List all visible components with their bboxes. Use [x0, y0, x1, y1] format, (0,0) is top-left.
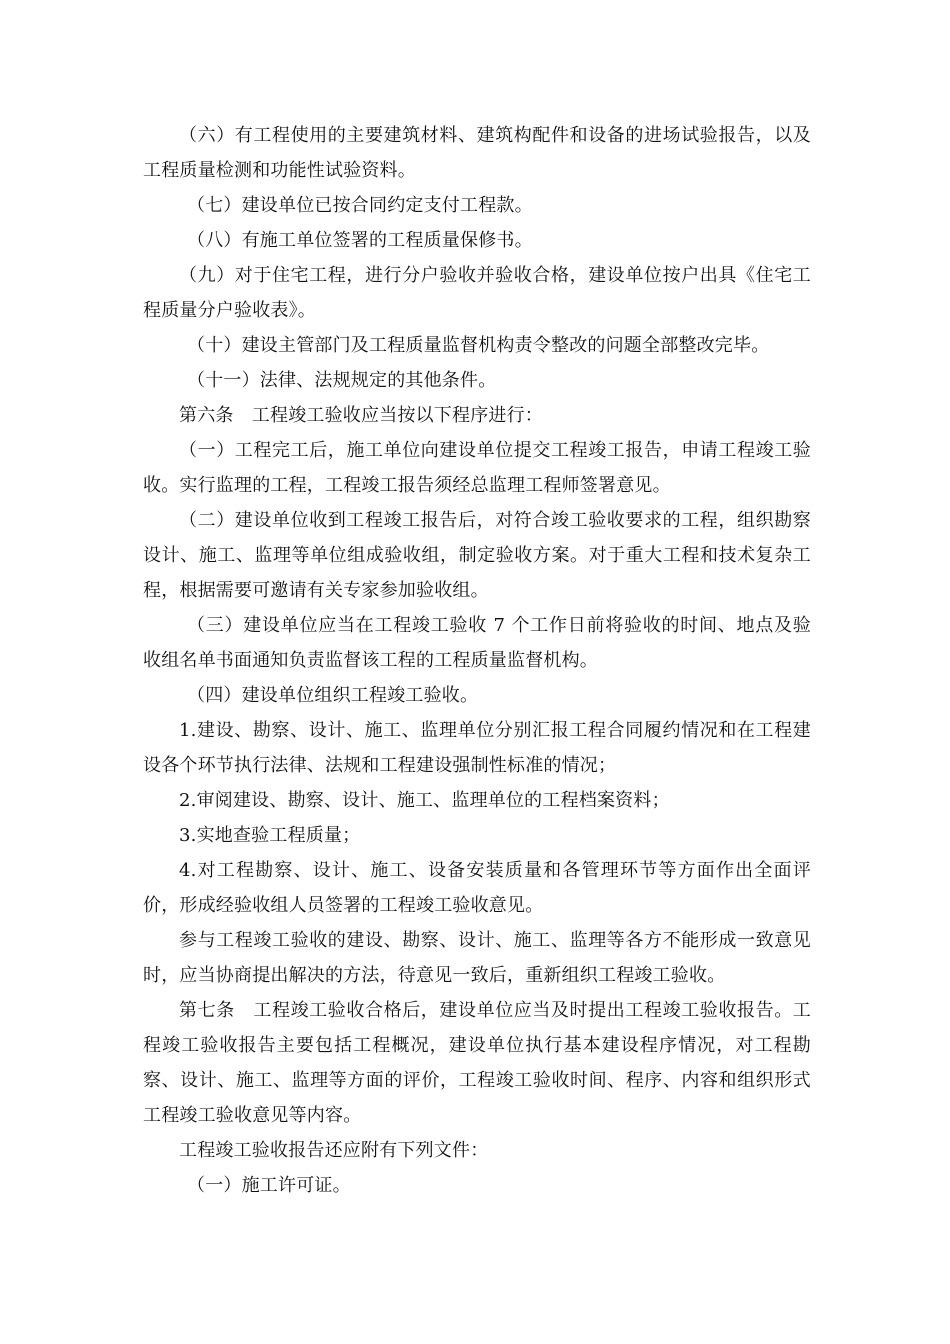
substep-2: 2.审阅建设、勘察、设计、施工、监理单位的工程档案资料； [179, 790, 670, 811]
substep-4: 4.对工程勘察、设计、施工、设备安装质量和各管理环节等方面作出全面评价，形成经验收组人员签署的工程竣工验收意见。 [143, 860, 811, 916]
consensus-paragraph: 参与工程竣工验收的建设、勘察、设计、施工、监理等各方不能形成一致意见时，应当协商提出解决的方法，待意见一致后，重新组织工程竣工验收。 [143, 930, 811, 986]
document-body [143, 118, 811, 1203]
paragraph-item-11: （十一）法律、法规规定的其他条件。 [187, 370, 497, 391]
procedure-step-2: （二）建设单位收到工程竣工报告后，对符合竣工验收要求的工程，组织勘察设计、施工、监理等单位组成验收组，制定验收方案。对于重大工程和技术复杂工程，根据需要可邀请有关专家参加验收组。 [143, 510, 811, 601]
attachment-item-1: （一）施工许可证。 [187, 1175, 351, 1196]
procedure-step-3: （三）建设单位应当在工程竣工验收 7 个工作日前将验收的时间、地点及验收组名单书面通知负责监督该工程的工程质量监督机构。 [143, 615, 811, 671]
paragraph-item-6: （六）有工程使用的主要建筑材料、建筑构配件和设备的进场试验报告，以及工程质量检测和功能性试验资料。 [143, 125, 811, 181]
paragraph-item-8: （八）有施工单位签署的工程质量保修书。 [187, 230, 533, 251]
attachments-intro: 工程竣工验收报告还应附有下列文件： [179, 1140, 489, 1161]
procedure-step-4: （四）建设单位组织工程竣工验收。 [187, 685, 479, 706]
article-7-paragraph: 第七条 工程竣工验收合格后，建设单位应当及时提出工程竣工验收报告。工程竣工验收报告主要包括工程概况，建设单位执行基本建设程序情况，对工程勘察、设计、施工、监理等方面的评价，工程竣工验收时间、程序、内容和组织形式工程竣工验收意见等内容。 [143, 1000, 811, 1126]
procedure-step-1: （一）工程完工后，施工单位向建设单位提交工程竣工报告，申请工程竣工验收。实行监理的工程，工程竣工报告须经总监理工程师签署意见。 [143, 440, 811, 496]
paragraph-item-9: （九）对于住宅工程，进行分户验收并验收合格，建设单位按户出具《住宅工程质量分户验收表》。 [143, 265, 811, 321]
article-6-heading: 第六条 工程竣工验收应当按以下程序进行： [179, 405, 543, 426]
substep-1: 1.建设、勘察、设计、施工、监理单位分别汇报工程合同履约情况和在工程建设各个环节执行法律、法规和工程建设强制性标准的情况； [143, 720, 811, 776]
paragraph-item-10: （十）建设主管部门及工程质量监督机构责令整改的问题全部整改完毕。 [187, 335, 770, 356]
substep-3: 3.实地查验工程质量； [179, 825, 361, 846]
paragraph-item-7: （七）建设单位已按合同约定支付工程款。 [187, 195, 533, 216]
